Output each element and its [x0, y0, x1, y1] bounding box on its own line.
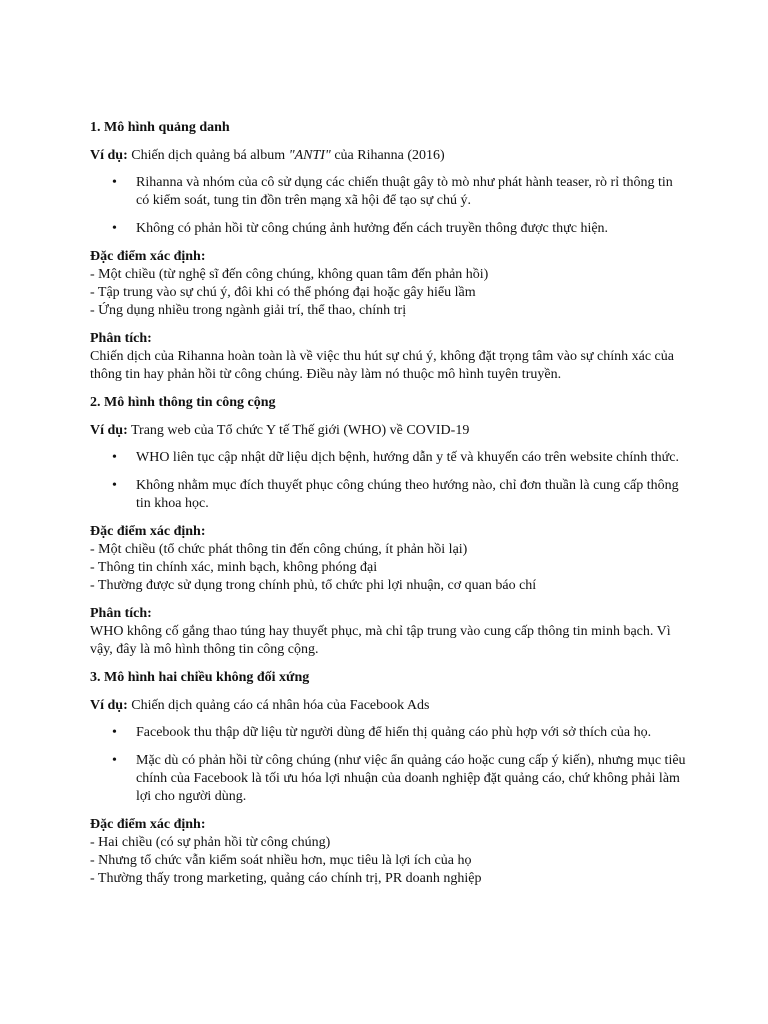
example-text: Chiến dịch quảng bá album: [127, 148, 289, 163]
list-item-text: Mặc dù có phản hồi từ công chúng (như việc ẩn quảng cáo hoặc cung cấp ý kiến), nhưng mục tiêu: [136, 753, 686, 768]
analysis-line: Chiến dịch của Rihanna hoàn toàn là về việc thu hút sự chú ý, không đặt trọng tâm vào sự chính xác của: [90, 349, 674, 364]
list-item-text: Facebook thu thập dữ liệu từ người dùng để hiển thị quảng cáo phù hợp với sở thích của họ.: [136, 725, 652, 740]
section-heading: 3. Mô hình hai chiều không đối xứng: [90, 670, 310, 685]
example-line: [90, 697, 680, 715]
traits-block: [90, 523, 680, 595]
analysis-block: [90, 330, 680, 384]
document-page: [90, 119, 686, 898]
traits-block: [90, 248, 680, 320]
section-3: [90, 669, 686, 888]
trait-line: - Thông tin chính xác, minh bạch, không phóng đại: [90, 560, 378, 575]
bullet-icon: •: [112, 175, 117, 190]
bullet-list: [90, 449, 680, 513]
trait-line: - Thường thấy trong marketing, quảng cáo chính trị, PR doanh nghiệp: [90, 871, 482, 886]
list-item-text: WHO liên tục cập nhật dữ liệu dịch bệnh, hướng dẫn y tế và khuyến cáo trên website chính thức.: [136, 450, 679, 465]
list-item-text: có kiểm soát, tung tin đồn trên mạng xã hội để tạo sự chú ý.: [136, 193, 471, 208]
list-item-text: tin khoa học.: [136, 496, 209, 511]
section-heading: 1. Mô hình quảng danh: [90, 120, 230, 135]
traits-label: Đặc điểm xác định:: [90, 817, 206, 832]
bullet-list: [90, 724, 686, 806]
bullet-icon: •: [112, 450, 117, 465]
analysis-block: [90, 605, 680, 659]
trait-line: - Nhưng tổ chức vẫn kiểm soát nhiều hơn, mục tiêu là lợi ích của họ: [90, 853, 472, 868]
list-item: [90, 724, 680, 742]
analysis-line: thông tin hay phản hồi từ công chúng. Điều này làm nó thuộc mô hình tuyên truyền.: [90, 367, 562, 382]
section-2: [90, 394, 680, 659]
list-item: [90, 449, 680, 467]
trait-line: - Tập trung vào sự chú ý, đôi khi có thể phóng đại hoặc gây hiểu lầm: [90, 285, 476, 300]
analysis-label: Phân tích:: [90, 606, 152, 621]
example-text: Trang web của Tổ chức Y tế Thế giới (WHO) về COVID-19: [127, 423, 470, 438]
example-text-end: của Rihanna (2016): [330, 148, 445, 163]
analysis-line: WHO không cố gắng thao túng hay thuyết phục, mà chỉ tập trung vào cung cấp thông tin minh bạch. Vì: [90, 624, 671, 639]
trait-line: - Một chiều (từ nghệ sĩ đến công chúng, không quan tâm đến phản hồi): [90, 267, 489, 282]
example-line: [90, 147, 680, 165]
example-text: Chiến dịch quảng cáo cá nhân hóa của Facebook Ads: [127, 698, 430, 713]
list-item: [90, 220, 680, 238]
list-item-text: Rihanna và nhóm của cô sử dụng các chiến thuật gây tò mò như phát hành teaser, rò rỉ thông tin: [136, 175, 673, 190]
list-item-text: chính của Facebook là tối ưu hóa lợi nhuận của doanh nghiệp đặt quảng cáo, chứ không phải làm: [136, 771, 680, 786]
example-line: [90, 422, 680, 440]
bullet-icon: •: [112, 753, 117, 768]
list-item: [90, 174, 680, 210]
example-label: Ví dụ:: [90, 148, 128, 163]
trait-line: - Thường được sử dụng trong chính phủ, tổ chức phi lợi nhuận, cơ quan báo chí: [90, 578, 537, 593]
list-item-text: Không nhằm mục đích thuyết phục công chúng theo hướng nào, chỉ đơn thuần là cung cấp thông: [136, 478, 679, 493]
bullet-icon: •: [112, 478, 117, 493]
example-album-title: "ANTI": [288, 148, 331, 163]
section-heading: 2. Mô hình thông tin công cộng: [90, 395, 276, 410]
traits-label: Đặc điểm xác định:: [90, 524, 206, 539]
bullet-icon: •: [112, 221, 117, 236]
list-item: [90, 477, 680, 513]
list-item-text: Không có phản hồi từ công chúng ảnh hưởng đến cách truyền thông được thực hiện.: [136, 221, 609, 236]
analysis-line: vậy, đây là mô hình thông tin công cộng.: [90, 642, 319, 657]
list-item: [90, 752, 686, 806]
bullet-list: [90, 174, 680, 238]
trait-line: - Ứng dụng nhiều trong ngành giải trí, thể thao, chính trị: [90, 303, 407, 318]
example-label: Ví dụ:: [90, 698, 128, 713]
trait-line: - Một chiều (tổ chức phát thông tin đến công chúng, ít phản hồi lại): [90, 542, 468, 557]
traits-block: [90, 816, 680, 888]
section-1: [90, 119, 680, 384]
example-label: Ví dụ:: [90, 423, 128, 438]
traits-label: Đặc điểm xác định:: [90, 249, 206, 264]
list-item-text: lợi cho người dùng.: [136, 789, 247, 804]
bullet-icon: •: [112, 725, 117, 740]
analysis-label: Phân tích:: [90, 331, 152, 346]
trait-line: - Hai chiều (có sự phản hồi từ công chúng): [90, 835, 331, 850]
